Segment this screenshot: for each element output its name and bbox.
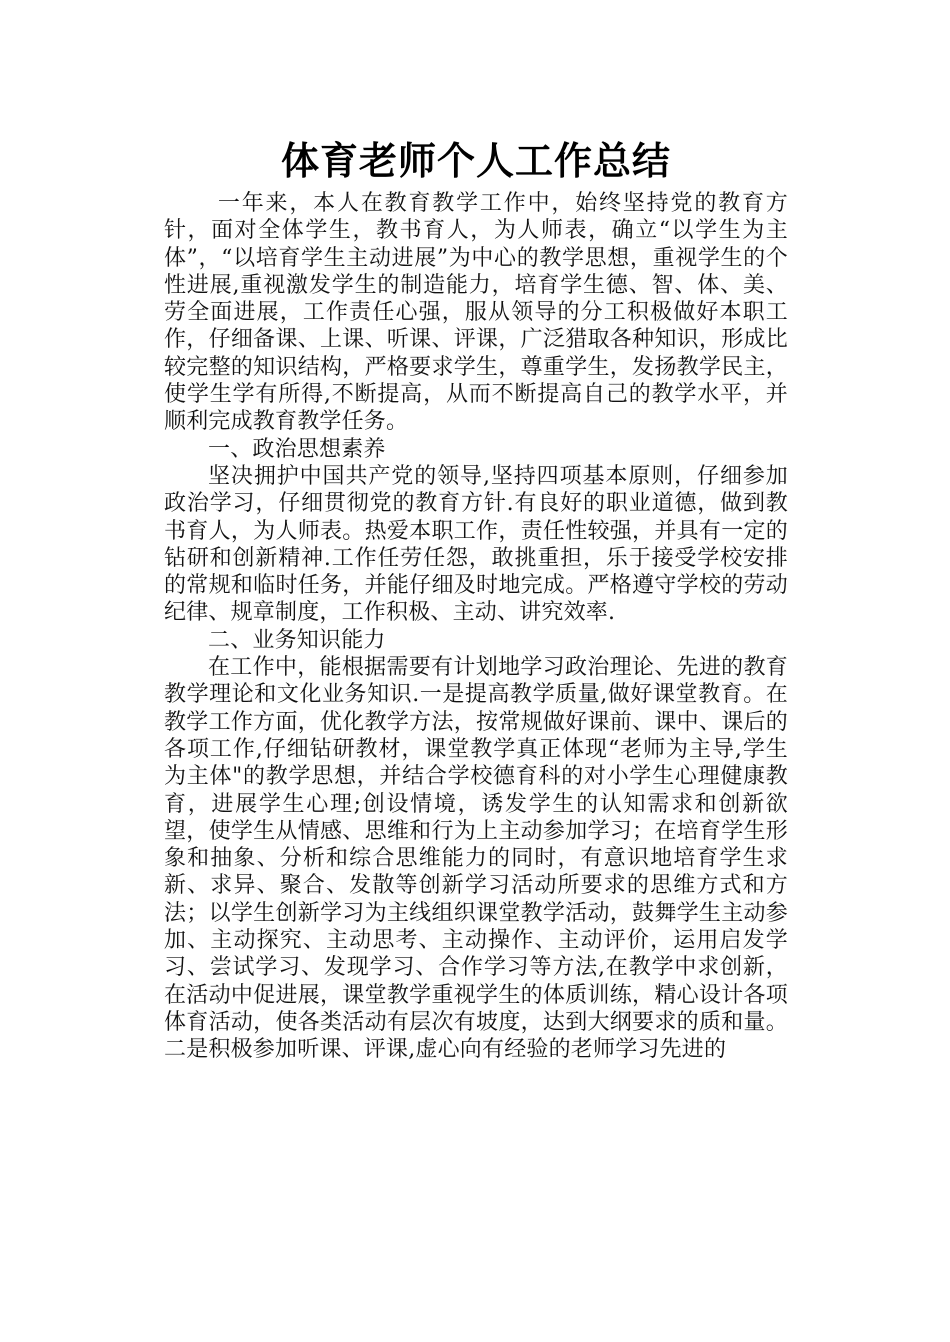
section-heading-professional: 二、业务知识能力 [208,627,386,653]
intro-paragraph: 一年来，本人在教育教学工作中，始终坚持党的教育方针，面对全体学生，教书育人，为人师表，确立“以学生为主体”，“以培育学生主动进展”为中心的教学思想，重视学生的个性进展,重视激发学生的制造能力，培育学生德、智、体、美、劳全面进展，工作责任心强，服从领导的分工积极做好本职工作，仔细备课、上课、听课、评课，广泛猎取各种知识，形成比较完整的知识结构，严格要求学生，尊重学生，发扬教学民主，使学生学有所得,不断提高，从而不断提高自己的教学水平，并顺利完成教育教学任务。 [164,191,788,435]
document-content [164,134,788,1064]
section-body-political: 坚决拥护中国共产党的领导,坚持四项基本原则，仔细参加政治学习，仔细贯彻党的教育方针.有良好的职业道德，做到教书育人，为人师表。热爱本职工作，责任性较强，并具有一定的钻研和创新精神.工作任劳任怨，敢挑重担，乐于接受学校安排的常规和临时任务，并能仔细及时地完成。严格遵守学校的劳动纪律、规章制度，工作积极、主动、讲究效率. [164,463,788,626]
section-heading-political: 一、政治思想素养 [208,436,386,462]
section-body-professional: 在工作中，能根据需要有计划地学习政治理论、先进的教育教学理论和文化业务知识.一是提高教学质量,做好课堂教育。在教学工作方面，优化教学方法，按常规做好课前、课中、课后的各项工作,仔细钻研教材，课堂教学真正体现“老师为主导,学生为主体"的教学思想，并结合学校德育科的对小学生心理健康教育，进展学生心理;创设情境，诱发学生的认知需求和创新欲望，使学生从情感、思维和行为上主动参加学习；在培育学生形象和抽象、分析和综合思维能力的同时，有意识地培育学生求新、求异、聚合、发散等创新学习活动所要求的思维方式和方法；以学生创新学习为主线组织课堂教学活动，鼓舞学生主动参加、主动探究、主动思考、主动操作、主动评价，运用启发学习、尝试学习、发现学习、合作学习等方法,在教学中求创新，在活动中促进展，课堂教学重视学生的体质训练，精心设计各项体育活动，使各类活动有层次有坡度，达到大纲要求的质和量。二是积极参加听课、评课,虚心向有经验的老师学习先进的 [164,655,788,1063]
document-title: 体育老师个人工作总结 [280,139,671,183]
